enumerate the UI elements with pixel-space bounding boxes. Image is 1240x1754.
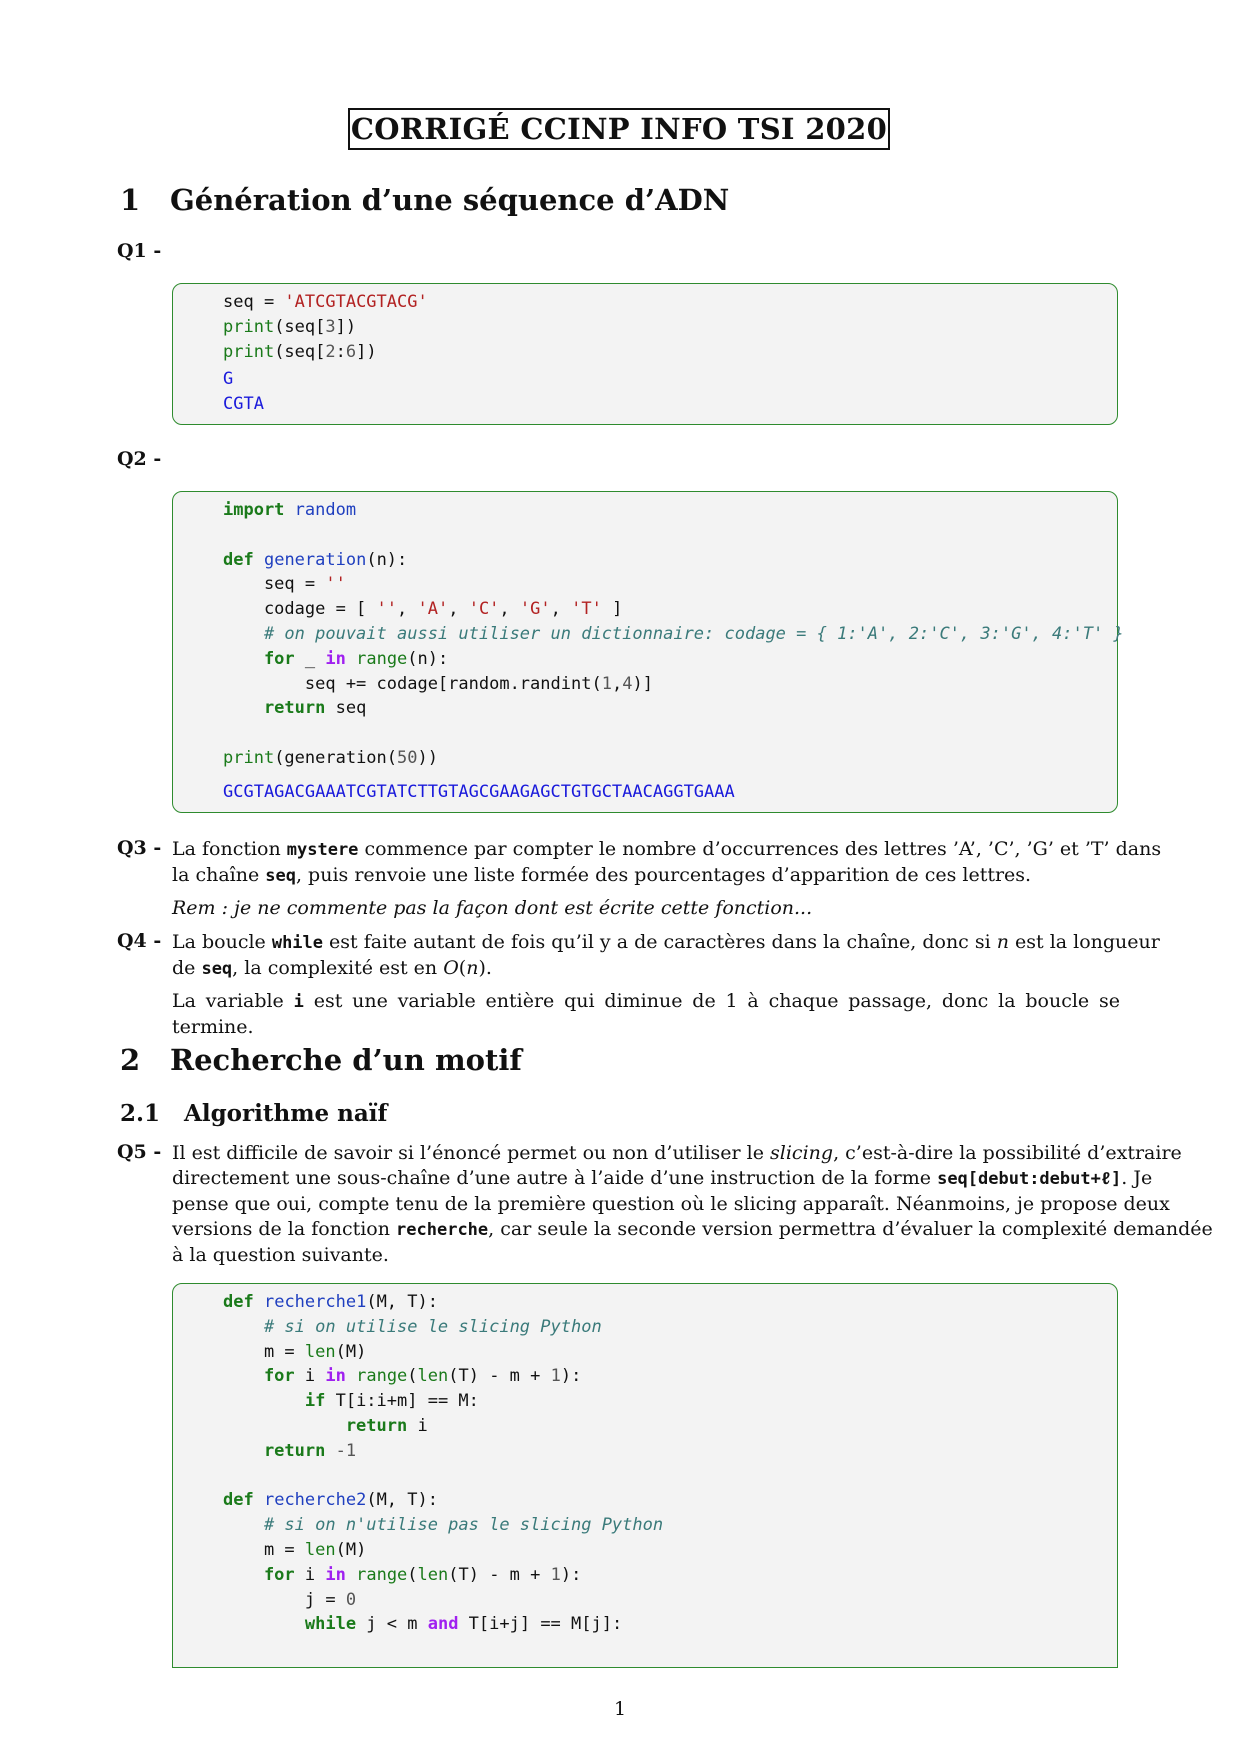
inline-code: mystere <box>286 840 359 860</box>
text-fragment <box>254 1292 264 1312</box>
text-fragment: j < m <box>356 1614 428 1635</box>
text-fragment: 4 <box>622 673 633 694</box>
text-fragment: i <box>294 1366 326 1387</box>
code-line <box>223 672 1124 697</box>
code-line <box>223 1488 663 1513</box>
remark: Rem : je ne commente pas la façon dont est écrite cette fonction... <box>172 897 813 919</box>
text-fragment: and <box>427 1614 459 1635</box>
text-fragment: 1 <box>550 1366 561 1387</box>
code-line <box>223 315 428 340</box>
text-fragment: range <box>356 648 408 669</box>
code-line <box>223 548 1124 573</box>
text-fragment: ]) <box>356 341 377 362</box>
text-fragment: : <box>335 341 346 362</box>
text-line <box>172 863 1120 889</box>
code-string: '' <box>376 599 398 620</box>
text-fragment: T[i:i+m] == M: <box>325 1391 479 1412</box>
text-fragment: (seq[ <box>274 316 326 337</box>
text-fragment <box>346 1565 356 1585</box>
section-title: Recherche d’un motif <box>170 1043 522 1077</box>
inline-code: seq <box>201 959 233 979</box>
text-fragment: est faite autant de fois qu’il y a de caractères dans la chaîne, donc si <box>323 931 997 953</box>
section-title: Génération d’une séquence d’ADN <box>170 183 730 217</box>
text-fragment: ] <box>601 599 623 620</box>
text-fragment: ): <box>560 1366 582 1387</box>
text-line <box>172 1192 1170 1217</box>
text-fragment: in <box>325 1366 346 1387</box>
text-fragment: seq = <box>223 574 326 595</box>
question-label-q1: Q1 - <box>117 240 162 262</box>
text-fragment <box>346 1366 356 1386</box>
code-line <box>223 1513 663 1538</box>
text-line <box>172 930 1160 956</box>
code-string: 'T' <box>571 599 602 620</box>
text-fragment: random <box>294 500 357 520</box>
text-fragment: len <box>304 1539 336 1560</box>
answer-text <box>172 837 1162 889</box>
text-fragment: (M, T): <box>366 1490 438 1511</box>
text-fragment: (M) <box>335 1539 367 1560</box>
code-keyword: for <box>223 1366 295 1387</box>
code-line <box>223 1414 663 1439</box>
text-fragment: print <box>223 747 275 768</box>
text-fragment: , <box>499 599 520 620</box>
answer-q5 <box>172 1141 1213 1268</box>
code-keyword: for <box>223 1564 295 1585</box>
text-fragment: ( <box>407 1366 418 1387</box>
code-keyword: def <box>223 1490 254 1511</box>
text-fragment: à la question suivante. <box>172 1244 389 1266</box>
text-fragment: seq <box>325 698 367 719</box>
text-fragment: )] <box>632 673 653 694</box>
code-block-q5 <box>172 1283 1118 1668</box>
text-fragment: 0 <box>345 1589 357 1610</box>
text-fragment: recherche1 <box>263 1292 367 1312</box>
output-line: G <box>223 369 234 389</box>
text-fragment: m = <box>223 1539 305 1560</box>
text-fragment: range <box>356 1366 408 1387</box>
text-fragment: in <box>325 648 346 669</box>
text-fragment: , <box>611 673 623 694</box>
text-fragment: n <box>466 957 479 979</box>
code-line <box>223 1612 663 1637</box>
text-fragment: versions de la fonction <box>172 1218 397 1240</box>
inline-code: i <box>293 992 304 1012</box>
inline-code: seq[debut:debut+ℓ] <box>937 1169 1122 1189</box>
text-fragment: i <box>294 1564 326 1585</box>
code-line <box>223 597 1124 622</box>
text-fragment: i <box>407 1415 428 1436</box>
code-output <box>223 780 735 805</box>
text-fragment: ( <box>407 1564 418 1585</box>
text-fragment: 3 <box>325 316 336 337</box>
code-keyword: return <box>223 1440 326 1461</box>
text-fragment: seq += codage[random.randint( <box>223 673 602 694</box>
text-line <box>172 1217 1213 1243</box>
question-label-q2: Q2 - <box>117 448 162 470</box>
text-fragment: est une variable entière qui diminue de 1 à chaque passage, donc la boucle se termine. <box>172 990 1120 1038</box>
answer-q4 <box>172 930 1160 1040</box>
text-fragment: de <box>172 957 202 979</box>
code-line <box>223 1538 663 1563</box>
text-fragment: in <box>325 1564 346 1585</box>
text-fragment: recherche2 <box>263 1490 367 1511</box>
code-listing <box>223 290 428 364</box>
question-label-q3: Q3 - <box>117 837 162 859</box>
text-fragment: La variable <box>172 990 294 1012</box>
code-line <box>223 340 428 365</box>
code-line <box>223 1364 663 1389</box>
code-comment: # on pouvait aussi utiliser un dictionnaire: codage = { 1:'A', 2:'C', 3:'G', 4:'T' } <box>223 623 1124 644</box>
code-line <box>223 572 1124 597</box>
code-line <box>223 1464 663 1489</box>
text-fragment <box>284 500 294 520</box>
text-line <box>172 1166 1153 1192</box>
text-fragment: (generation( <box>274 747 398 768</box>
code-line <box>223 1315 663 1340</box>
text-fragment: (M) <box>335 1341 367 1362</box>
text-fragment: commence par compter le nombre d’occurrences des lettres ’A’, ’C’, ’G’ et ’T’ dans <box>358 838 1162 860</box>
text-fragment: , c’est-à-dire la possibilité d’extraire <box>833 1142 1182 1164</box>
code-line <box>223 1340 663 1365</box>
code-keyword: for <box>223 648 295 669</box>
code-line <box>223 622 1124 647</box>
section-1-heading <box>120 183 1020 219</box>
code-line <box>223 647 1124 672</box>
code-keyword: return <box>223 698 326 719</box>
text-fragment: ( <box>458 957 467 979</box>
text-fragment: (T) - m + <box>448 1366 551 1387</box>
code-line <box>223 290 428 315</box>
code-string: 'C' <box>468 599 500 620</box>
text-fragment: , puis renvoie une liste formée des pourcentages d’apparition de ces lettres. <box>295 864 1032 886</box>
text-fragment: j = <box>223 1589 346 1610</box>
section-number: 1 <box>120 183 141 217</box>
code-listing <box>223 498 1124 771</box>
text-fragment: print <box>223 316 275 337</box>
text-fragment: (n): <box>366 549 408 570</box>
text-fragment: 6 <box>345 341 357 362</box>
text-line <box>172 1141 1182 1166</box>
inline-code: while <box>271 933 324 953</box>
text-fragment: 1 <box>550 1564 561 1585</box>
section-2-heading <box>120 1043 1020 1079</box>
text-fragment: slicing <box>770 1142 834 1164</box>
page-number: 1 <box>613 1698 627 1720</box>
text-fragment: ]) <box>335 316 357 337</box>
code-comment: # si on n'utilise pas le slicing Python <box>223 1515 664 1536</box>
text-fragment: -1 <box>335 1440 357 1461</box>
subsection-2-1-heading <box>120 1100 1020 1130</box>
code-string: 'ATCGTACGTACG' <box>284 292 428 312</box>
question-label-q4: Q4 - <box>117 930 162 952</box>
code-block-q2 <box>172 491 1124 813</box>
text-fragment: la chaîne <box>172 864 266 886</box>
text-fragment <box>346 649 356 669</box>
code-line <box>223 721 1124 746</box>
text-fragment: print <box>223 341 275 362</box>
code-keyword: if <box>223 1391 326 1412</box>
code-keyword: import <box>223 500 285 520</box>
text-fragment: ): <box>560 1564 582 1585</box>
answer-text <box>172 930 1160 982</box>
text-fragment <box>254 1490 264 1510</box>
output-line: CGTA <box>223 393 264 414</box>
code-block-q1 <box>172 283 1118 425</box>
answer-text-termination <box>172 989 1120 1040</box>
code-keyword: def <box>223 549 254 570</box>
output-line: GCGTAGACGAAATCGTATCTTGTAGCGAAGAGCTGTGCTAACAGGTGAAA <box>223 782 735 802</box>
code-line <box>223 696 1124 721</box>
code-line <box>223 1290 663 1315</box>
code-string: 'G' <box>519 599 551 620</box>
text-fragment: La boucle <box>172 931 272 953</box>
text-fragment: directement une sous-chaîne d’une autre à l’aide d’une instruction de la forme <box>172 1167 938 1189</box>
text-line <box>172 837 1162 863</box>
text-fragment: , car seule la seconde version permettra d’évaluer la complexité demandée <box>488 1218 1213 1240</box>
code-keyword: while <box>223 1614 357 1635</box>
subsection-number: 2.1 <box>120 1100 161 1127</box>
code-line <box>223 498 1124 523</box>
text-fragment: O <box>443 957 459 979</box>
text-fragment: _ <box>294 648 326 669</box>
subsection-title: Algorithme naïf <box>184 1100 388 1127</box>
text-fragment: range <box>356 1564 408 1585</box>
text-fragment: 2 <box>325 341 336 362</box>
code-string: 'A' <box>417 599 449 620</box>
text-fragment: Il est difficile de savoir si l’énoncé permet ou non d’utiliser le <box>172 1142 771 1164</box>
code-comment: # si on utilise le slicing Python <box>223 1316 602 1337</box>
inline-code: seq <box>265 866 296 886</box>
text-fragment: seq = <box>223 292 285 312</box>
code-line <box>223 1439 663 1464</box>
code-line <box>223 746 1124 771</box>
text-fragment: , la complexité est en <box>232 957 444 979</box>
inline-code: recherche <box>396 1220 489 1240</box>
code-line <box>223 1563 663 1588</box>
text-fragment: (M, T): <box>366 1292 438 1312</box>
code-string: '' <box>325 574 346 595</box>
text-fragment: , <box>397 599 418 620</box>
text-fragment <box>254 550 264 570</box>
text-line <box>172 1243 1120 1268</box>
text-fragment: (T) - m + <box>448 1564 551 1585</box>
text-fragment: 1 <box>601 673 612 694</box>
text-fragment: m = <box>223 1341 305 1362</box>
code-line <box>223 523 1124 548</box>
text-fragment: generation <box>263 549 367 570</box>
document-title: CORRIGÉ CCINP INFO TSI 2020 <box>348 108 890 150</box>
text-fragment: . Je <box>1121 1167 1153 1189</box>
text-fragment: T[i+j] == M[j]: <box>458 1614 623 1635</box>
code-line <box>223 1389 663 1414</box>
code-keyword: def <box>223 1292 254 1312</box>
text-fragment: est la longueur <box>1008 931 1160 953</box>
text-fragment <box>325 1441 335 1461</box>
answer-q3 <box>172 837 1162 921</box>
text-fragment: (n): <box>407 648 449 669</box>
text-fragment: pense que oui, compte tenu de la première question où le slicing apparaît. Néanmoins, je propose deux <box>172 1193 1170 1215</box>
text-fragment: (seq[ <box>274 341 326 362</box>
text-fragment: len <box>417 1564 449 1585</box>
text-fragment: , <box>550 599 572 620</box>
question-label-q5: Q5 - <box>117 1141 162 1163</box>
text-fragment: len <box>417 1366 449 1387</box>
text-fragment: n <box>996 931 1009 953</box>
code-keyword: return <box>223 1415 408 1436</box>
code-listing <box>223 1290 663 1637</box>
code-line <box>223 1588 663 1613</box>
text-fragment: 50 <box>397 747 418 768</box>
section-number: 2 <box>120 1043 141 1077</box>
code-output <box>223 367 264 417</box>
text-fragment: ). <box>478 957 492 979</box>
text-fragment: )) <box>417 747 438 768</box>
text-line <box>172 956 1120 982</box>
text-fragment: codage = [ <box>223 599 377 620</box>
text-fragment: La fonction <box>172 838 287 860</box>
text-fragment: len <box>304 1341 336 1362</box>
text-fragment: , <box>448 599 469 620</box>
